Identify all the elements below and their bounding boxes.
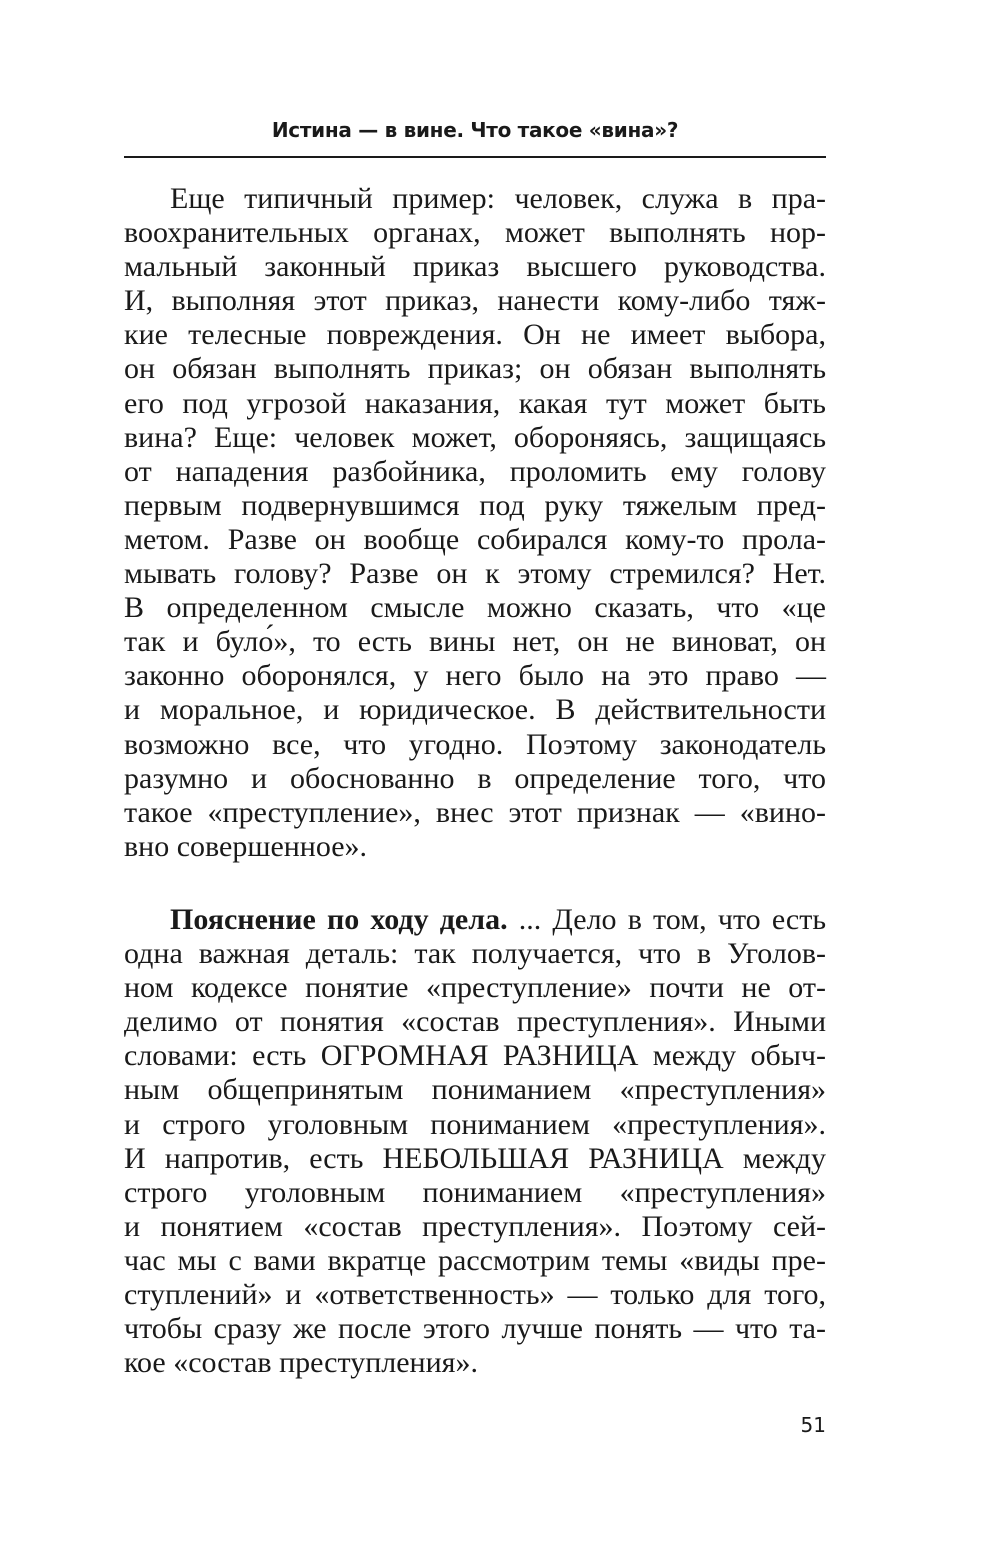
text-line: ном кодексе понятие «преступление» почти не от- — [124, 971, 826, 1005]
text-line: ным общепринятым пониманием «преступления» — [124, 1073, 826, 1107]
text-line: чтобы сразу же после этого лучше понять — что та- — [124, 1312, 826, 1346]
text-line: И напротив, есть НЕБОЛЬШАЯ РАЗНИЦА между — [124, 1141, 826, 1175]
text-line: В определенном смысле можно сказать, что «це — [124, 591, 826, 625]
text-line: такое «преступление», внес этот признак — «вино- — [124, 795, 826, 829]
paragraph-lead: Пояснение по ходу дела. — [170, 903, 508, 936]
text-line-rest: ... Дело в том, что есть — [507, 903, 826, 936]
text-line: он обязан выполнять приказ; он обязан выполнять — [124, 352, 826, 386]
header-rule — [124, 156, 826, 158]
text-line: законно оборонялся, у него было на это право — — [124, 659, 826, 693]
text-line: мальный законный приказ высшего руководства. — [124, 250, 826, 284]
text-line: так и було́», то есть вины нет, он не виноват, он — [124, 625, 826, 659]
text-line: воохранительных органах, может выполнять нор- — [124, 216, 826, 250]
text-line: первым подвернувшимся под руку тяжелым пред- — [124, 488, 826, 522]
text-line: возможно все, что угодно. Поэтому законодатель — [124, 727, 826, 761]
running-header: Истина — в вине. Что такое «вина»? — [271, 118, 679, 142]
paragraph-2 — [124, 903, 826, 1380]
text-line: и строго уголовным пониманием «преступления». — [124, 1107, 826, 1141]
text-line: Еще типичный пример: человек, служа в пра- — [170, 182, 826, 215]
text-line: метом. Разве он вообще собирался кому-то прола- — [124, 522, 826, 556]
text-line: одна важная деталь: так получается, что в Уголов- — [124, 937, 826, 971]
text-line: и понятием «состав преступления». Поэтому сей- — [124, 1209, 826, 1243]
text-line: разумно и обоснованно в определение того, что — [124, 761, 826, 795]
text-line: час мы с вами вкратце рассмотрим темы «виды пре- — [124, 1243, 826, 1277]
text-line: кое «состав преступления». — [124, 1346, 478, 1380]
text-line: и моральное, и юридическое. В действительности — [124, 693, 826, 727]
text-line — [124, 903, 826, 937]
text-line: вина? Еще: человек может, обороняясь, защищаясь — [124, 420, 826, 454]
text-line: делимо от понятия «состав преступления». Иными — [124, 1005, 826, 1039]
text-line: кие телесные повреждения. Он не имеет выбора, — [124, 318, 826, 352]
text-line: строго уголовным пониманием «преступления» — [124, 1175, 826, 1209]
text-line: мывать голову? Разве он к этому стремился? Нет. — [124, 557, 826, 591]
text-line: И, выполняя этот приказ, нанести кому-либо тяж- — [124, 284, 826, 318]
text-line: его под угрозой наказания, какая тут может быть — [124, 386, 826, 420]
text-line: словами: есть ОГРОМНАЯ РАЗНИЦА между обыч- — [124, 1039, 826, 1073]
text-line: ступлений» и «ответственность» — только для того, — [124, 1278, 826, 1312]
text-line: от нападения разбойника, проломить ему голову — [124, 454, 826, 488]
page-number: 51 — [800, 1413, 826, 1437]
text-line: вно совершенное». — [124, 829, 368, 863]
paragraph-1 — [124, 182, 826, 864]
